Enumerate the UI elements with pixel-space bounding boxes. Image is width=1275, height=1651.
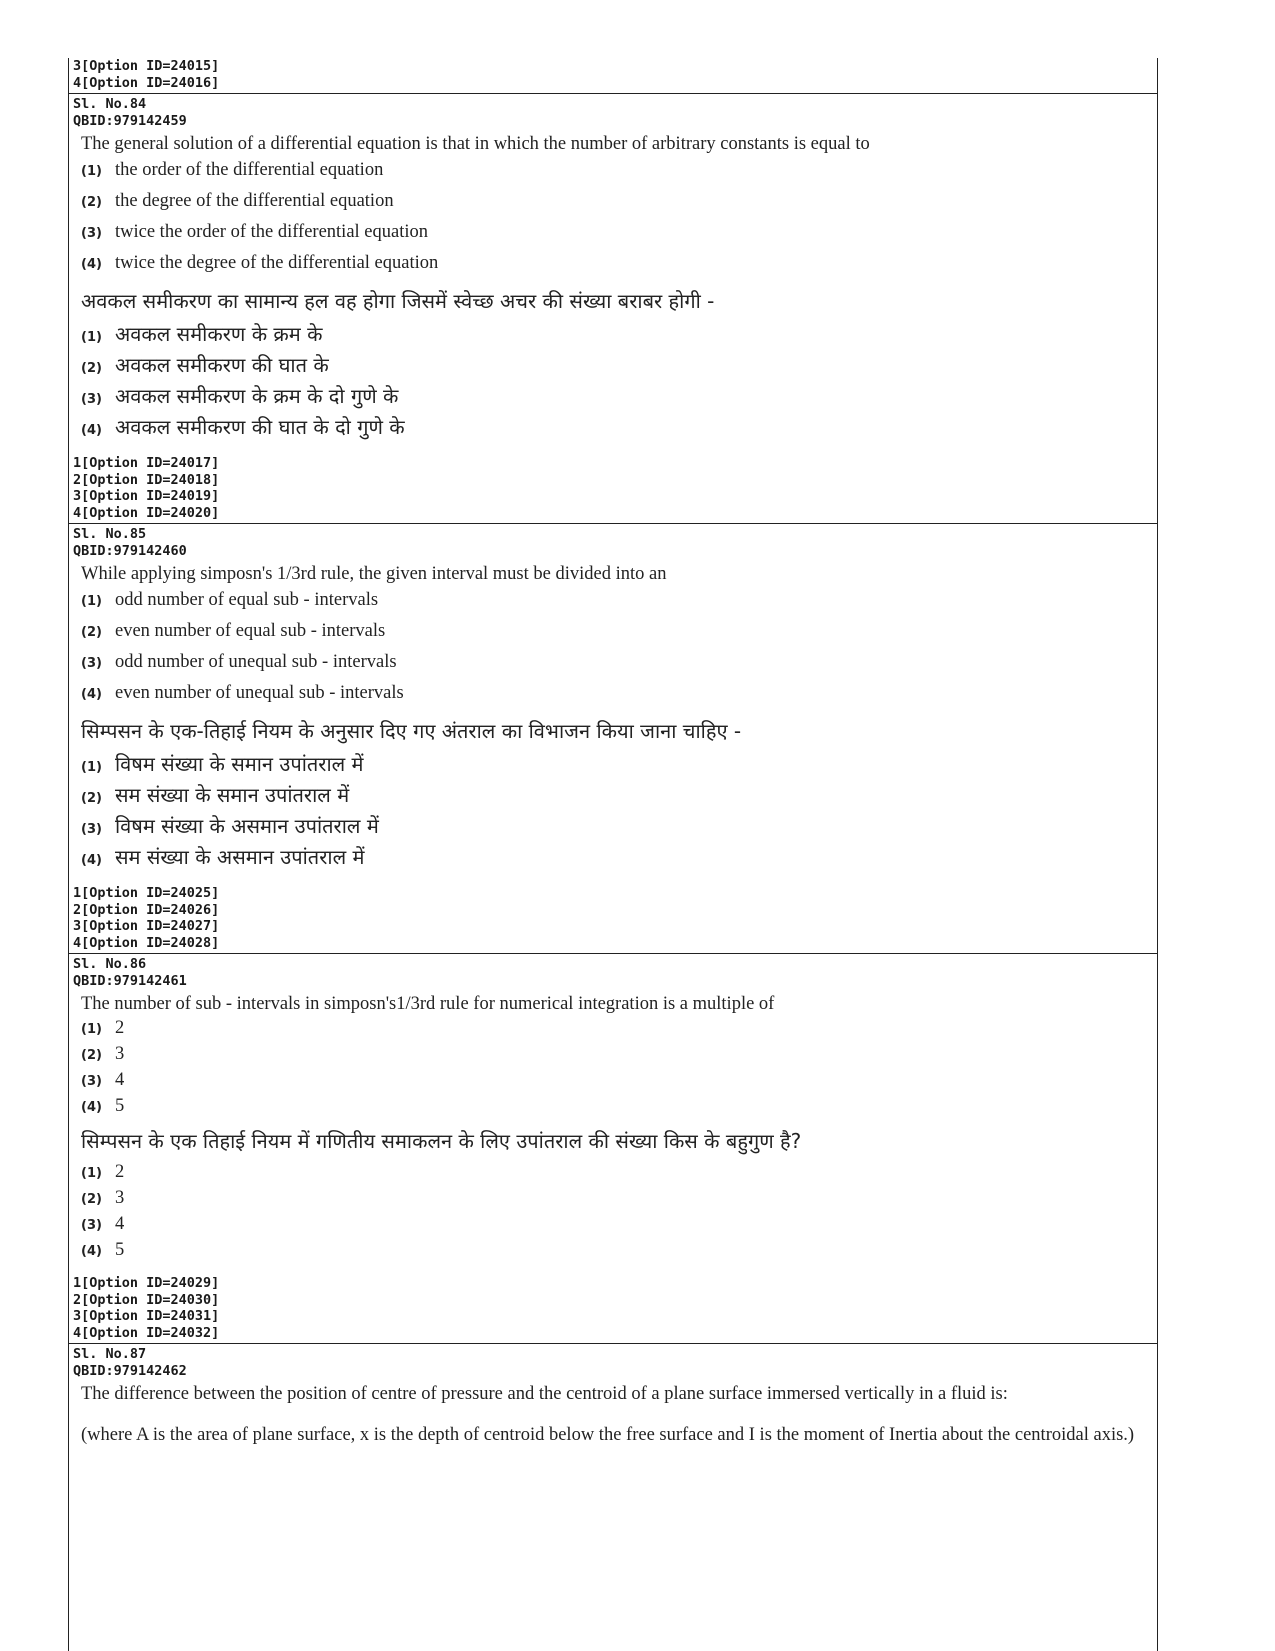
option-number: (1) [81, 594, 102, 609]
question-block-86 [69, 954, 1157, 1344]
option-en-1 [81, 155, 1153, 186]
option-hi-3 [81, 1211, 1153, 1237]
option-hi-4 [81, 1237, 1153, 1263]
option-text: 4 [115, 1214, 125, 1234]
option-text: even number of equal sub - intervals [115, 621, 386, 641]
option-number: (1) [81, 1166, 102, 1181]
option-id-line: 1[Option ID=24029] [73, 1275, 220, 1291]
option-text: twice the order of the differential equation [115, 222, 429, 242]
option-en-4 [81, 1093, 1153, 1119]
question-block-87 [69, 1344, 1157, 1449]
qbid: QBID:979142460 [73, 542, 187, 559]
option-number: (3) [81, 226, 102, 241]
option-text: अवकल समीकरण के क्रम के [115, 322, 323, 346]
option-id-line: 3[Option ID=24019] [73, 488, 220, 504]
option-number: (1) [81, 330, 102, 345]
serial-number: Sl. No.84 [73, 96, 147, 112]
option-number: (4) [81, 687, 102, 702]
option-hi-1 [81, 319, 1153, 350]
option-number: (3) [81, 1074, 102, 1089]
qbid: QBID:979142459 [73, 112, 187, 129]
option-id-line: 4[Option ID=24016] [73, 74, 220, 91]
option-en-1 [81, 585, 1153, 616]
option-text: 2 [115, 1162, 125, 1182]
serial-number: Sl. No.85 [73, 526, 147, 542]
option-text: 4 [115, 1070, 125, 1090]
option-hi-2 [81, 350, 1153, 381]
option-number: (4) [81, 423, 102, 438]
option-id-line: 1[Option ID=24025] [73, 885, 220, 901]
option-en-2 [81, 616, 1153, 647]
option-number: (3) [81, 656, 102, 671]
option-hi-3 [81, 381, 1153, 412]
option-hi-2 [81, 1185, 1153, 1211]
option-text: 3 [115, 1188, 125, 1208]
question-text-hi: सिम्पसन के एक-तिहाई नियम के अनुसार दिए गए अंतराल का विभाजन किया जाना चाहिए - [81, 719, 742, 743]
option-id-line: 1[Option ID=24017] [73, 455, 220, 471]
option-text: अवकल समीकरण की घात के [115, 353, 329, 377]
option-number: (2) [81, 1048, 102, 1063]
option-ids [73, 455, 1153, 521]
option-number: (4) [81, 257, 102, 272]
option-en-2 [81, 1041, 1153, 1067]
option-en-3 [81, 1067, 1153, 1093]
question-block-85 [69, 524, 1157, 954]
option-hi-4 [81, 842, 1153, 873]
option-id-line: 3[Option ID=24027] [73, 918, 220, 934]
option-hi-2 [81, 780, 1153, 811]
option-id-line: 2[Option ID=24030] [73, 1291, 220, 1308]
option-text: विषम संख्या के समान उपांतराल में [115, 752, 364, 776]
option-id-line: 3[Option ID=24031] [73, 1308, 220, 1324]
option-text: 3 [115, 1044, 125, 1064]
option-id-line: 4[Option ID=24028] [73, 934, 220, 951]
option-number: (4) [81, 853, 102, 868]
qbid: QBID:979142461 [73, 972, 187, 989]
option-hi-1 [81, 1159, 1153, 1185]
option-ids [73, 885, 1153, 951]
option-number: (1) [81, 1022, 102, 1037]
option-text: the degree of the differential equation [115, 191, 394, 211]
question-sheet [68, 58, 1158, 1651]
option-number: (2) [81, 1192, 102, 1207]
option-text: 5 [115, 1240, 125, 1260]
option-en-1 [81, 1015, 1153, 1041]
question-text-en: The number of sub - intervals in simposn's1/3rd rule for numerical integration is a multiple of [81, 994, 775, 1014]
option-id-line: 3[Option ID=24015] [73, 58, 220, 74]
option-text: सम संख्या के असमान उपांतराल में [115, 845, 365, 869]
option-id-line: 2[Option ID=24018] [73, 471, 220, 488]
option-hi-4 [81, 412, 1153, 443]
question-text-en: While applying simposn's 1/3rd rule, the given interval must be divided into an [81, 564, 667, 584]
option-number: (4) [81, 1100, 102, 1115]
option-hi-1 [81, 749, 1153, 780]
option-id-line: 4[Option ID=24020] [73, 504, 220, 521]
option-hi-3 [81, 811, 1153, 842]
option-text: the order of the differential equation [115, 160, 384, 180]
option-ids [73, 1275, 1153, 1341]
option-number: (2) [81, 791, 102, 806]
option-number: (1) [81, 164, 102, 179]
question-text-en: The difference between the position of centre of pressure and the centroid of a plane surface immersed vertically in a fluid is: [81, 1384, 1008, 1404]
option-number: (4) [81, 1244, 102, 1259]
option-en-4 [81, 678, 1153, 709]
option-text: अवकल समीकरण की घात के दो गुणे के [115, 415, 405, 439]
question-text-en: The general solution of a differential equation is that in which the number of arbitrary constants is equal to [81, 134, 870, 154]
top-option-ids [69, 58, 1157, 94]
option-id-line: 4[Option ID=24032] [73, 1324, 220, 1341]
question-block-84 [69, 94, 1157, 524]
option-number: (3) [81, 392, 102, 407]
option-number: (3) [81, 1218, 102, 1233]
option-text: odd number of unequal sub - intervals [115, 652, 397, 672]
option-text: सम संख्या के समान उपांतराल में [115, 783, 350, 807]
option-text: odd number of equal sub - intervals [115, 590, 379, 610]
option-en-4 [81, 248, 1153, 279]
option-number: (3) [81, 822, 102, 837]
option-en-3 [81, 647, 1153, 678]
option-text: twice the degree of the differential equation [115, 253, 439, 273]
option-en-2 [81, 186, 1153, 217]
serial-number: Sl. No.86 [73, 956, 147, 972]
question-text-hi: सिम्पसन के एक तिहाई नियम में गणितीय समाकलन के लिए उपांतराल की संख्या किस के बहुगुण है? [81, 1129, 802, 1153]
option-text: अवकल समीकरण के क्रम के दो गुणे के [115, 384, 399, 408]
option-number: (2) [81, 195, 102, 210]
option-text: even number of unequal sub - intervals [115, 683, 404, 703]
option-number: (1) [81, 760, 102, 775]
option-text: 2 [115, 1018, 125, 1038]
serial-number: Sl. No.87 [73, 1346, 147, 1362]
option-id-line: 2[Option ID=24026] [73, 901, 220, 918]
option-number: (2) [81, 625, 102, 640]
option-text: 5 [115, 1096, 125, 1116]
question-text-hi: अवकल समीकरण का सामान्य हल वह होगा जिसमें स्वेच्छ अचर की संख्या बराबर होगी - [81, 289, 715, 313]
question-note: (where A is the area of plane surface, x is the depth of centroid below the free surface and I is the moment of Inertia about the centroidal axis.) [81, 1425, 1135, 1445]
option-en-3 [81, 217, 1153, 248]
option-number: (2) [81, 361, 102, 376]
option-text: विषम संख्या के असमान उपांतराल में [115, 814, 379, 838]
qbid: QBID:979142462 [73, 1362, 187, 1379]
